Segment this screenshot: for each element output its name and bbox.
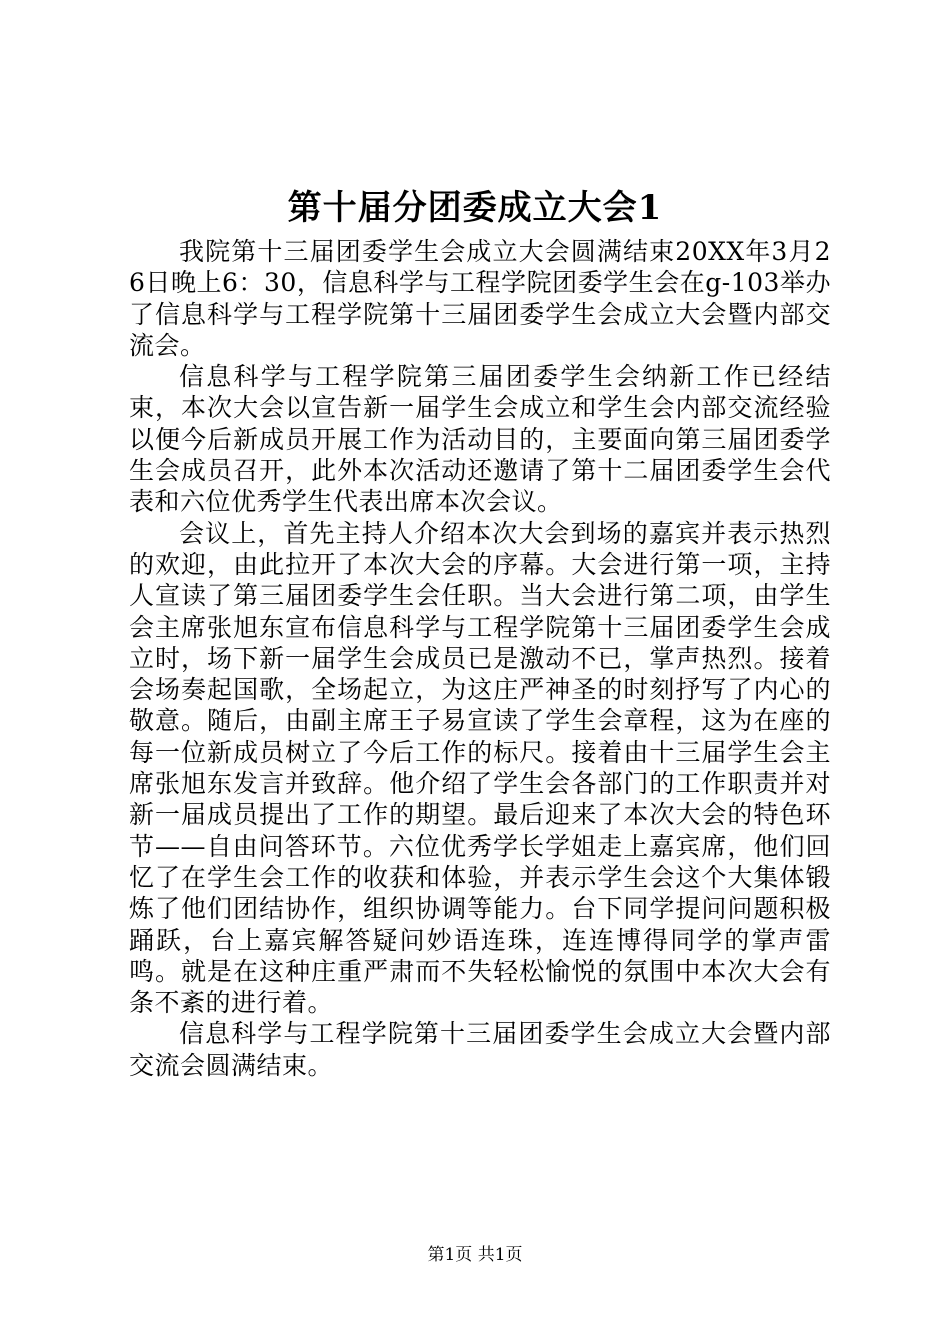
page-footer: 第1页 共1页	[427, 1245, 523, 1265]
paragraph-4: 信息科学与工程学院第十三届团委学生会成立大会暨内部交流会圆满结束。	[129, 1019, 831, 1080]
document-body	[129, 236, 831, 1081]
document-title: 第十届分团委成立大会1	[287, 188, 663, 228]
paragraph-3: 会议上，首先主持人介绍本次大会到场的嘉宾并表示热烈的欢迎，由此拉开了本次大会的序幕。大会进行第一项，主持人宣读了第三届团委学生会任职。当大会进行第二项，由学生会主席张旭东宣布信息科学与工程学院第十三届团委学生会成立时，场下新一届学生会成员已是激动不已，掌声热烈。接着会场奏起国歌，全场起立，为这庄严神圣的时刻抒写了内心的敬意。随后，由副主席王子易宣读了学生会章程，这为在座的每一位新成员树立了今后工作的标尺。接着由十三届学生会主席张旭东发言并致辞。他介绍了学生会各部门的工作职责并对新一届成员提出了工作的期望。最后迎来了本次大会的特色环节——自由问答环节。六位优秀学长学姐走上嘉宾席，他们回忆了在学生会工作的收获和体验，并表示学生会这个大集体锻炼了他们团结协作，组织协调等能力。台下同学提问问题积极踊跃，台上嘉宾解答疑问妙语连珠，连连博得同学的掌声雷鸣。就是在这种庄重严肃而不失轻松愉悦的氛围中本次大会有条不紊的进行着。	[129, 518, 831, 1018]
paragraph-2: 信息科学与工程学院第三届团委学生会纳新工作已经结束，本次大会以宣告新一届学生会成立和学生会内部交流经验以便今后新成员开展工作为活动目的，主要面向第三届团委学生会成员召开，此外本次活动还邀请了第十二届团委学生会代表和六位优秀学生代表出席本次会议。	[129, 362, 831, 517]
paragraph-1: 我院第十三届团委学生会成立大会圆满结束20XX年3月26日晚上6：30，信息科学与工程学院团委学生会在g-103举办了信息科学与工程学院第十三届团委学生会成立大会暨内部交流会。	[129, 237, 831, 360]
